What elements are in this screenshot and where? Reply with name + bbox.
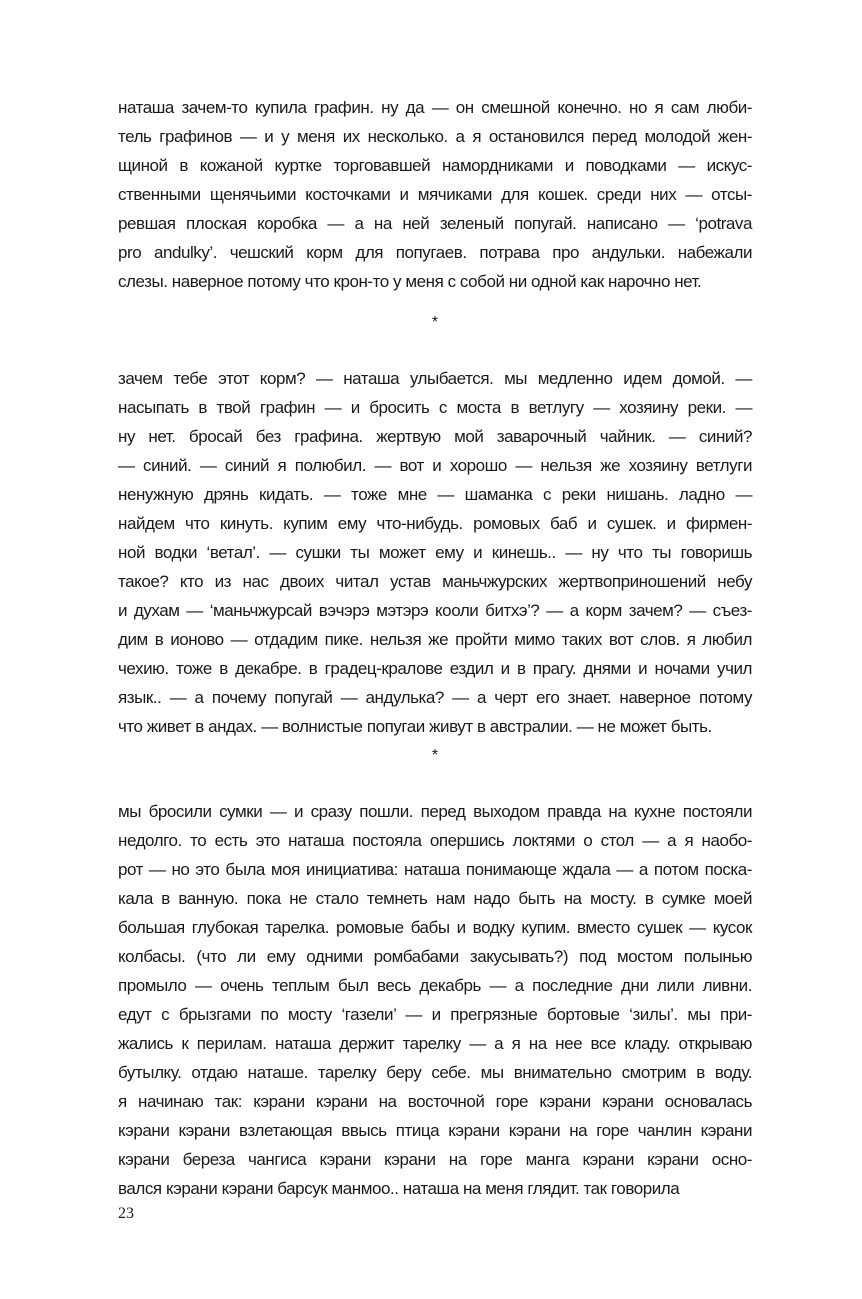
text-line: вался кэрани кэрани барсук манмоо.. наташа на меня глядит. так говорила	[118, 1179, 680, 1198]
text-line: жались к перилам. наташа держит тарелку — а я на нее все кладу. открываю	[118, 1034, 752, 1053]
text-line: — синий. — синий я полюбил. — вот и хорошо — нельзя же хозяину ветлуги	[118, 456, 752, 475]
text-line: промыло — очень теплым был весь декабрь — а последние дни лили ливни.	[118, 976, 752, 995]
text-line: найдем что кинуть. купим ему что-нибудь. ромовых баб и сушек. и фирмен-	[118, 514, 752, 533]
text-line: кэрани кэрани взлетающая ввысь птица кэрани кэрани на горе чанлин кэрани	[118, 1121, 752, 1140]
paragraph-2	[118, 364, 752, 741]
text-line: ственными щенячьими косточками и мячиками для кошек. среди них — отсы-	[118, 185, 752, 204]
text-line: язык.. — а почему попугай — андулька? — а черт его знает. наверное потому	[118, 688, 752, 707]
text-line: бутылку. отдаю наташе. тарелку беру себе. мы внимательно смотрим в воду.	[118, 1063, 752, 1082]
page-number: 23	[118, 1205, 134, 1222]
text-line: насыпать в твой графин — и бросить с моста в ветлугу — хозяину реки. —	[118, 398, 752, 417]
text-line: едут с брызгами по мосту ‘газели’ — и прегрязные бортовые ‘зилы’. мы при-	[118, 1005, 752, 1024]
text-line: pro andulky’. чешский корм для попугаев. потрава про андульки. набежали	[118, 243, 752, 262]
section-separator: *	[431, 314, 439, 331]
text-line: чехию. тоже в декабре. в градец-кралове ездил и в прагу. днями и ночами учил	[118, 659, 752, 678]
text-line: кэрани береза чангиса кэрани кэрани на горе манга кэрани кэрани осно-	[118, 1150, 752, 1169]
text-line: ной водки ‘ветал’. — сушки ты может ему и кинешь.. — ну что ты говоришь	[118, 543, 752, 562]
text-line: щиной в кожаной куртке торговавшей намордниками и поводками — искус-	[118, 156, 752, 175]
text-line: мы бросили сумки — и сразу пошли. перед выходом правда на кухне постояли	[118, 802, 752, 821]
text-line: большая глубокая тарелка. ромовые бабы и водку купим. вместо сушек — кусок	[118, 918, 752, 937]
text-line: зачем тебе этот корм? — наташа улыбается. мы медленно идем домой. —	[118, 369, 752, 388]
text-line: такое? кто из нас двоих читал устав маньчжурских жертвоприношений небу	[118, 572, 752, 591]
paragraph-1	[118, 93, 752, 296]
text-line: дим в ионово — отдадим пике. нельзя же пройти мимо таких вот слов. я любил	[118, 630, 752, 649]
text-line: колбасы. (что ли ему одними ромбабами закусывать?) под мостом полынью	[118, 947, 752, 966]
text-line: рот — но это была моя инициатива: наташа понимающе ждала — а потом поска-	[118, 860, 752, 879]
text-line: кала в ванную. пока не стало темнеть нам надо быть на мосту. в сумке моей	[118, 889, 752, 908]
text-line: ненужную дрянь кидать. — тоже мне — шаманка с реки нишань. ладно —	[118, 485, 752, 504]
text-line: наташа зачем-то купила графин. ну да — он смешной конечно. но я сам люби-	[118, 98, 752, 117]
text-line: тель графинов — и у меня их несколько. а я остановился перед молодой жен-	[118, 127, 752, 146]
text-line: я начинаю так: кэрани кэрани на восточной горе кэрани кэрани основалась	[118, 1092, 752, 1111]
paragraph-3	[118, 797, 752, 1203]
text-line: ну нет. бросай без графина. жертвую мой заварочный чайник. — синий?	[118, 427, 752, 446]
text-line: что живет в андах. — волнистые попугаи живут в австралии. — не может быть.	[118, 717, 712, 736]
text-line: и духам — ‘маньчжурсай вэчэрэ мэтэрэ кооли битхэ’? — а корм зачем? — съез-	[118, 601, 752, 620]
text-line: слезы. наверное потому что крон-то у меня с собой ни одной как нарочно нет.	[118, 272, 702, 291]
text-line: недолго. то есть это наташа постояла опершись локтями о стол — а я наобо-	[118, 831, 752, 850]
text-line: ревшая плоская коробка — а на ней зеленый попугай. написано — ‘potrava	[118, 214, 752, 233]
section-separator: *	[431, 747, 439, 764]
